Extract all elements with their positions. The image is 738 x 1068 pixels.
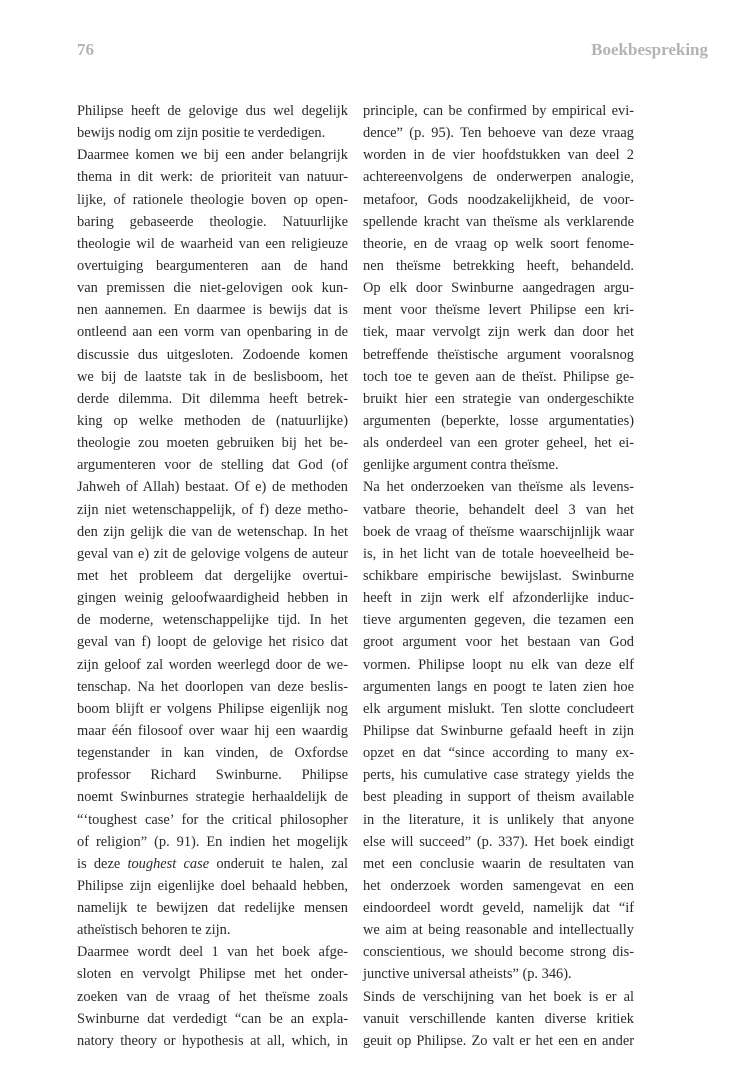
text-line: opzet en dat “since according to many ex-	[363, 745, 634, 762]
text-run: onderuit te halen, zal	[209, 855, 348, 872]
text-run: is deze	[77, 855, 128, 872]
text-line: in the literature, it is unlikely that anyone	[363, 811, 634, 828]
text-line: best pleading in support of theism available	[363, 789, 634, 806]
text-line: natory theory or hypothesis at all, which, in	[77, 1032, 348, 1049]
text-line: bruikt hier een strategie van ondergeschikte	[363, 390, 634, 407]
text-line: schikbare empirische bewijslast. Swinburne	[363, 567, 634, 584]
text-line: spellende kracht van theïsme als verklarende	[363, 213, 634, 230]
text-line: namelijk te bewijzen dat redelijke mensen	[77, 900, 348, 917]
text-line: we aim at being reasonable and intellectually	[363, 922, 634, 939]
text-line: tieve argumenten gegeven, die tezamen een	[363, 612, 634, 629]
text-line: elk argument mislukt. Ten slotte concludeert	[363, 700, 634, 717]
text-line: genlijke argument contra theïsme.	[363, 457, 559, 474]
text-line: is, in het licht van de totale hoeveelheid be-	[363, 545, 634, 562]
text-line: boek de vraag of theïsme waarschijnlijk waar	[363, 523, 634, 540]
text-line: thema in dit werk: de prioriteit van natuur-	[77, 169, 348, 186]
text-line: derde dilemma. Dit dilemma heeft betrek-	[77, 390, 348, 407]
text-line: maar één filosoof over waar hij een waardig	[77, 722, 348, 739]
text-line: heeft in zijn werk elf afzonderlijke induc-	[363, 590, 634, 607]
text-line: achtereenvolgens de onderwerpen analogie,	[363, 169, 634, 186]
text-line: king op welke methoden de (natuurlijke)	[77, 412, 348, 429]
text-line: of religion” (p. 91). En indien het mogelijk	[77, 833, 348, 850]
running-head: Boekbespreking	[591, 40, 708, 59]
text-line: overtuiging beargumenteren aan de hand	[77, 257, 348, 274]
text-line: lijke, of rationele theologie boven op open-	[77, 191, 348, 208]
text-line: junctive universal atheists” (p. 346).	[363, 966, 572, 983]
text-line: zijn geloof zal worden weerlegd door de we-	[77, 656, 348, 673]
text-line: vormen. Philipse loopt nu elk van deze elf	[363, 656, 634, 673]
text-line: else will succeed” (p. 337). Het boek eindigt	[363, 833, 634, 850]
text-line: perts, his cumulative case strategy yields the	[363, 767, 634, 784]
text-line: bewijs nodig om zijn positie te verdedigen.	[77, 125, 326, 142]
text-line: als onderdeel van een groter geheel, het ei-	[363, 435, 634, 452]
text-line: nen theïsme betrekking heeft, behandeld.	[363, 257, 634, 274]
text-line: noemt Swinburnes strategie herhaaldelijk de	[77, 789, 348, 806]
text-line: tenschap. Na het doorlopen van deze beslis-	[77, 678, 348, 695]
text-line: Swinburne dat verdedigt “can be an expla-	[77, 1010, 348, 1027]
text-line: zijn niet wetenschappelijk, of f) deze metho-	[77, 501, 348, 518]
text-line: Sinds de verschijning van het boek is er al	[363, 988, 634, 1005]
text-line: met het probleem dat dergelijke overtui-	[77, 567, 348, 584]
text-line: van premissen die niet-gelovigen ook kun-	[77, 280, 348, 297]
left-text-column	[77, 100, 348, 1052]
text-line: worden in de vier hoofdstukken van deel 2	[363, 147, 634, 164]
text-line: ontleend aan een vorm van openbaring in de	[77, 324, 348, 341]
text-line: theologie zou moeten gebruiken bij het be-	[77, 435, 348, 452]
emphasized-text: toughest case	[127, 855, 210, 872]
page-number: 76	[77, 40, 94, 59]
text-line: argumenten (beperkte, losse argumentaties)	[363, 412, 634, 429]
text-line: atheïstisch behoren te zijn.	[77, 922, 231, 939]
text-line: Daarmee wordt deel 1 van het boek afge-	[77, 944, 348, 961]
text-line: geval van f) loopt de gelovige het risico dat	[77, 634, 348, 651]
text-line: met een conclusie waarin de resultaten van	[363, 855, 634, 872]
text-line: Op elk door Swinburne aangedragen argu-	[363, 280, 634, 297]
text-line: theorie, en de vraag op welk soort fenome-	[363, 235, 634, 252]
text-line: gingen weinig geloofwaardigheid hebben in	[77, 590, 348, 607]
text-line: argumenten langs en poogt te laten zien hoe	[363, 678, 634, 695]
text-line: Daarmee komen we bij een ander belangrijk	[77, 147, 348, 164]
text-line: het onderzoek worden samengevat en een	[363, 877, 634, 894]
text-line: Philipse zijn eigenlijke doel behaald hebben,	[77, 877, 348, 894]
text-line: toch toe te geven aan de theïst. Philipse ge-	[363, 368, 634, 385]
text-line: tegenstander in kan vinden, de Oxfordse	[77, 745, 348, 762]
text-line: de moderne, wetenschappelijke tijd. In het	[77, 612, 348, 629]
text-line: tiek, maar vervolgt zijn werk dan door het	[363, 324, 634, 341]
text-line: eindoordeel wordt geveld, namelijk dat “if	[363, 900, 634, 917]
text-line	[77, 853, 348, 875]
text-line: geuit op Philipse. Zo valt er het een en ander	[363, 1032, 634, 1049]
text-line: zoeken van de vraag of het theïsme zoals	[77, 988, 348, 1005]
text-line: Philipse dat Swinburne gefaald heeft in zijn	[363, 722, 634, 739]
text-line: metafoor, Gods noodzakelijkheid, de voor-	[363, 191, 634, 208]
text-line: boom blijft er volgens Philipse eigenlijk nog	[77, 700, 348, 717]
text-line: discussie dus uitgesloten. Zodoende komen	[77, 346, 348, 363]
text-line: Na het onderzoeken van theïsme als levens-	[363, 479, 634, 496]
text-line: we bij de laatste tak in de beslisboom, het	[77, 368, 348, 385]
text-line: theologie wil de waarheid van een religieuze	[77, 235, 348, 252]
text-line: ment voor theïsme levert Philipse een kri-	[363, 302, 634, 319]
text-line: professor Richard Swinburne. Philipse	[77, 767, 348, 784]
right-text-column	[363, 100, 634, 1052]
text-line: vatbare theorie, behandelt deel 3 van het	[363, 501, 634, 518]
text-line: den zijn gelijk die van de wetenschap. In het	[77, 523, 348, 540]
text-line: betreffende theïstische argument vooralsnog	[363, 346, 634, 363]
text-line: Jahweh of Allah) bestaat. Of e) de methoden	[77, 479, 348, 496]
text-line: vanuit verschillende kanten diverse kritiek	[363, 1010, 634, 1027]
text-line: sloten en vervolgt Philipse met het onder-	[77, 966, 348, 983]
text-line: argumenteren voor de stelling dat God (of	[77, 457, 348, 474]
text-line: “‘toughest case’ for the critical philosopher	[77, 811, 348, 828]
text-line: dence” (p. 95). Ten behoeve van deze vraag	[363, 125, 634, 142]
text-line: principle, can be confirmed by empirical evi-	[363, 103, 634, 119]
text-line: nen aannemen. En daarmee is bewijs dat is	[77, 302, 348, 319]
text-line: groot argument voor het bestaan van God	[363, 634, 634, 651]
text-line: baring gebaseerde theologie. Natuurlijke	[77, 213, 348, 230]
text-line: geval van e) zit de gelovige volgens de auteur	[77, 545, 348, 562]
text-line: conscientious, we should become strong dis-	[363, 944, 634, 961]
text-line: Philipse heeft de gelovige dus wel degelijk	[77, 103, 348, 119]
